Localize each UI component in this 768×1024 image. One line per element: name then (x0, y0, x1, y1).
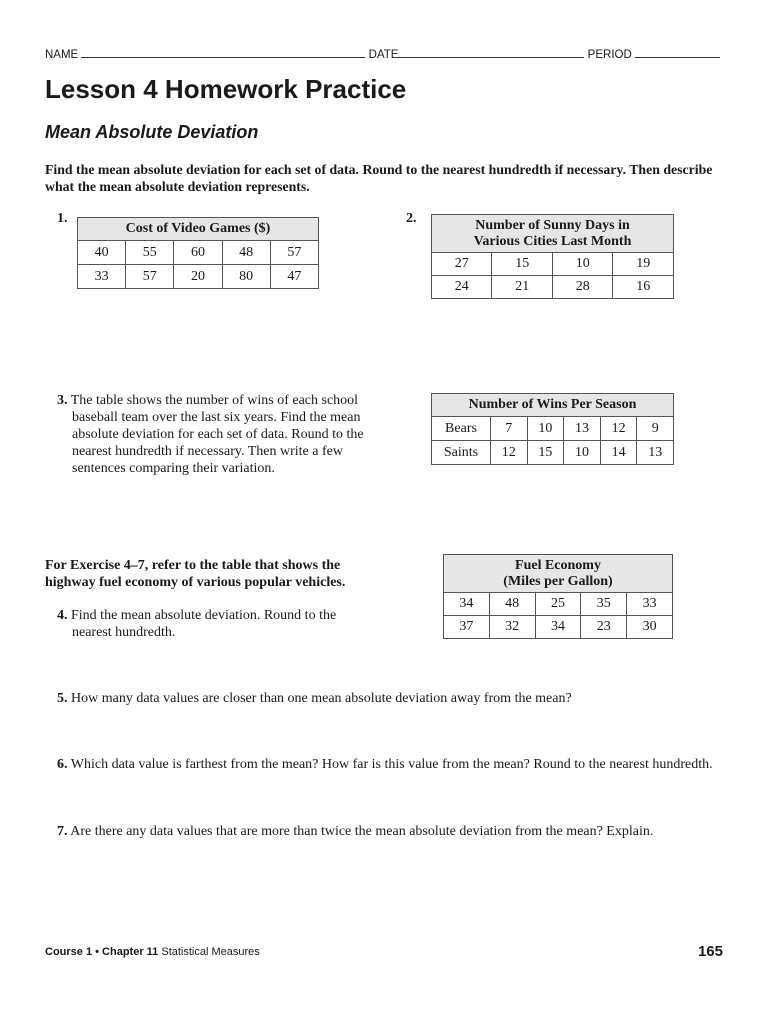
table-title: Number of Wins Per Season (432, 394, 674, 417)
exercise-3-number: 3. (57, 393, 68, 408)
table-cell: 13 (564, 417, 601, 441)
page-title: Lesson 4 Homework Practice (45, 74, 407, 104)
exercise-5-text (57, 690, 737, 707)
exercise-2-number: 2. (406, 211, 417, 226)
table-title: Cost of Video Games ($) (78, 218, 319, 241)
table-cell: 15 (492, 253, 552, 276)
table-cell: 35 (581, 593, 627, 616)
exercise-group-intro: For Exercise 4–7, refer to the table that shows the highway fuel economy of various popular vehicles. (45, 558, 346, 590)
date-blank[interactable] (398, 47, 584, 58)
table-cell: 48 (222, 241, 270, 265)
exercise-4-number: 4. (57, 608, 68, 623)
exercise-6-number: 6. (57, 757, 68, 772)
table-cell: 24 (432, 276, 492, 299)
exercise-5-prompt: How many data values are closer than one mean absolute deviation away from the mean? (71, 691, 572, 706)
table-cell: 80 (222, 265, 270, 289)
table-cell: 16 (613, 276, 674, 299)
table-cell: 28 (552, 276, 612, 299)
exercise-6-text (57, 756, 747, 773)
table-cell: 7 (491, 417, 528, 441)
table-cell: 14 (600, 441, 637, 465)
team-name-cell: Saints (432, 441, 491, 465)
table-cell: 25 (535, 593, 581, 616)
table-cell: 57 (270, 241, 318, 265)
lesson-subtitle: Mean Absolute Deviation (45, 122, 259, 142)
table-cell: 12 (491, 441, 528, 465)
exercise-7-prompt: Are there any data values that are more than twice the mean absolute deviation from the mean? Explain. (70, 824, 654, 839)
table-cell: 33 (78, 265, 126, 289)
table-cell: 47 (270, 265, 318, 289)
table-cell: 37 (444, 616, 490, 639)
period-label: PERIOD (587, 49, 632, 61)
sunny-days-table (431, 214, 674, 299)
exercise-3-prompt: The table shows the number of wins of each school baseball team over the last six years. Find the mean absolute deviation for each set of data. Round to the nearest hundredth if necessary. Then write a few sentences comparing their variation. (70, 393, 364, 476)
table-title-line: Various Cities Last Month (473, 233, 632, 249)
table-cell: 34 (444, 593, 490, 616)
table-cell: 15 (527, 441, 564, 465)
table-cell: 20 (174, 265, 222, 289)
table-cell: 30 (627, 616, 673, 639)
team-name-cell: Bears (432, 417, 491, 441)
period-blank[interactable] (635, 47, 720, 58)
table-cell: 10 (564, 441, 601, 465)
table-cell: 57 (126, 265, 174, 289)
video-games-table (77, 217, 319, 289)
table-title-line: Fuel Economy (515, 557, 601, 573)
table-cell: 48 (489, 593, 535, 616)
table-title (432, 215, 674, 253)
wins-per-season-table (431, 393, 674, 465)
instructions: Find the mean absolute deviation for each set of data. Round to the nearest hundredth if necessary. Then describe what the mean absolute deviation represents. (45, 162, 713, 194)
exercise-7-text (57, 823, 747, 840)
page-number: 165 (697, 943, 723, 960)
name-label: NAME (45, 49, 79, 61)
exercise-3-text (57, 392, 392, 477)
table-cell: 34 (535, 616, 581, 639)
exercise-6-prompt: Which data value is farthest from the mean? How far is this value from the mean? Round to the nearest hundredth. (70, 757, 713, 772)
date-label: DATE (368, 49, 399, 61)
name-blank[interactable] (81, 47, 365, 58)
table-cell: 33 (627, 593, 673, 616)
table-cell: 55 (126, 241, 174, 265)
exercise-4-text (57, 607, 372, 641)
exercise-5-number: 5. (57, 691, 68, 706)
table-cell: 10 (552, 253, 612, 276)
table-cell: 13 (637, 441, 674, 465)
student-info-header (45, 47, 725, 61)
exercise-1-number: 1. (57, 211, 68, 226)
table-cell: 21 (492, 276, 552, 299)
table-title (444, 555, 673, 593)
table-title-line: (Miles per Gallon) (503, 573, 613, 589)
footer-course-info (45, 946, 260, 958)
table-cell: 19 (613, 253, 674, 276)
table-cell: 27 (432, 253, 492, 276)
table-cell: 40 (78, 241, 126, 265)
table-cell: 23 (581, 616, 627, 639)
exercise-7-number: 7. (57, 824, 68, 839)
table-cell: 60 (174, 241, 222, 265)
footer-chapter-title: Statistical Measures (161, 946, 260, 958)
table-cell: 12 (600, 417, 637, 441)
table-cell: 9 (637, 417, 674, 441)
table-cell: 32 (489, 616, 535, 639)
exercise-4-prompt: Find the mean absolute deviation. Round to the nearest hundredth. (71, 608, 337, 640)
footer-course: Course 1 • Chapter 11 (45, 946, 159, 958)
table-title-line: Number of Sunny Days in (475, 217, 630, 233)
table-cell: 10 (527, 417, 564, 441)
fuel-economy-table (443, 554, 673, 639)
